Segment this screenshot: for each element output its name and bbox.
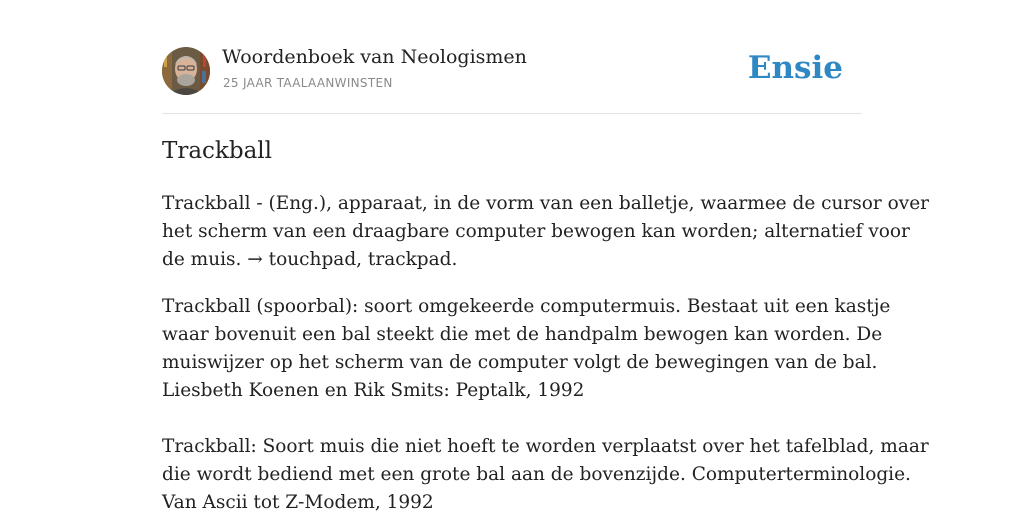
- quote-line: waar bovenuit een bal steekt die met de handpalm bewogen kan worden. De: [162, 324, 883, 345]
- definition-line: Trackball - (Eng.), apparaat, in de vorm van een balletje, waarmee de cursor over: [162, 193, 930, 214]
- header-divider: [162, 113, 862, 114]
- quote-line: Trackball: Soort muis die niet hoeft te worden verplaatst over het tafelblad, maar: [162, 436, 929, 457]
- definition-line: de muis. → touchpad, trackpad.: [162, 249, 458, 270]
- site-header: [162, 46, 862, 96]
- quote-source: Liesbeth Koenen en Rik Smits: Peptalk, 1992: [162, 380, 585, 401]
- quote-line: die wordt bediend met een grote bal aan de bovenzijde. Computerterminologie.: [162, 464, 911, 485]
- quote-paragraph-1: [162, 293, 891, 405]
- avatar-image: [162, 47, 210, 95]
- quote-source: Van Ascii tot Z-Modem, 1992: [162, 492, 434, 513]
- definition-line: het scherm van een draagbare computer bewogen kan worden; alternatief voor: [162, 221, 910, 242]
- brand-logo[interactable]: Ensie: [747, 50, 843, 86]
- site-subtitle: 25 JAAR TAALAANWINSTEN: [223, 76, 393, 90]
- quote-line: muiswijzer op het scherm van de computer volgt de bewegingen van de bal.: [162, 352, 878, 373]
- quote-line: Trackball (spoorbal): soort omgekeerde computermuis. Bestaat uit een kastje: [162, 296, 891, 317]
- entry-title: Trackball: [162, 138, 273, 164]
- paragraph-spacer: [162, 405, 862, 433]
- quote-paragraph-2: [162, 433, 929, 517]
- author-avatar[interactable]: [162, 47, 210, 95]
- definition-paragraph: [162, 190, 930, 274]
- site-title[interactable]: Woordenboek van Neologismen: [222, 46, 527, 68]
- entry-content: [162, 190, 930, 517]
